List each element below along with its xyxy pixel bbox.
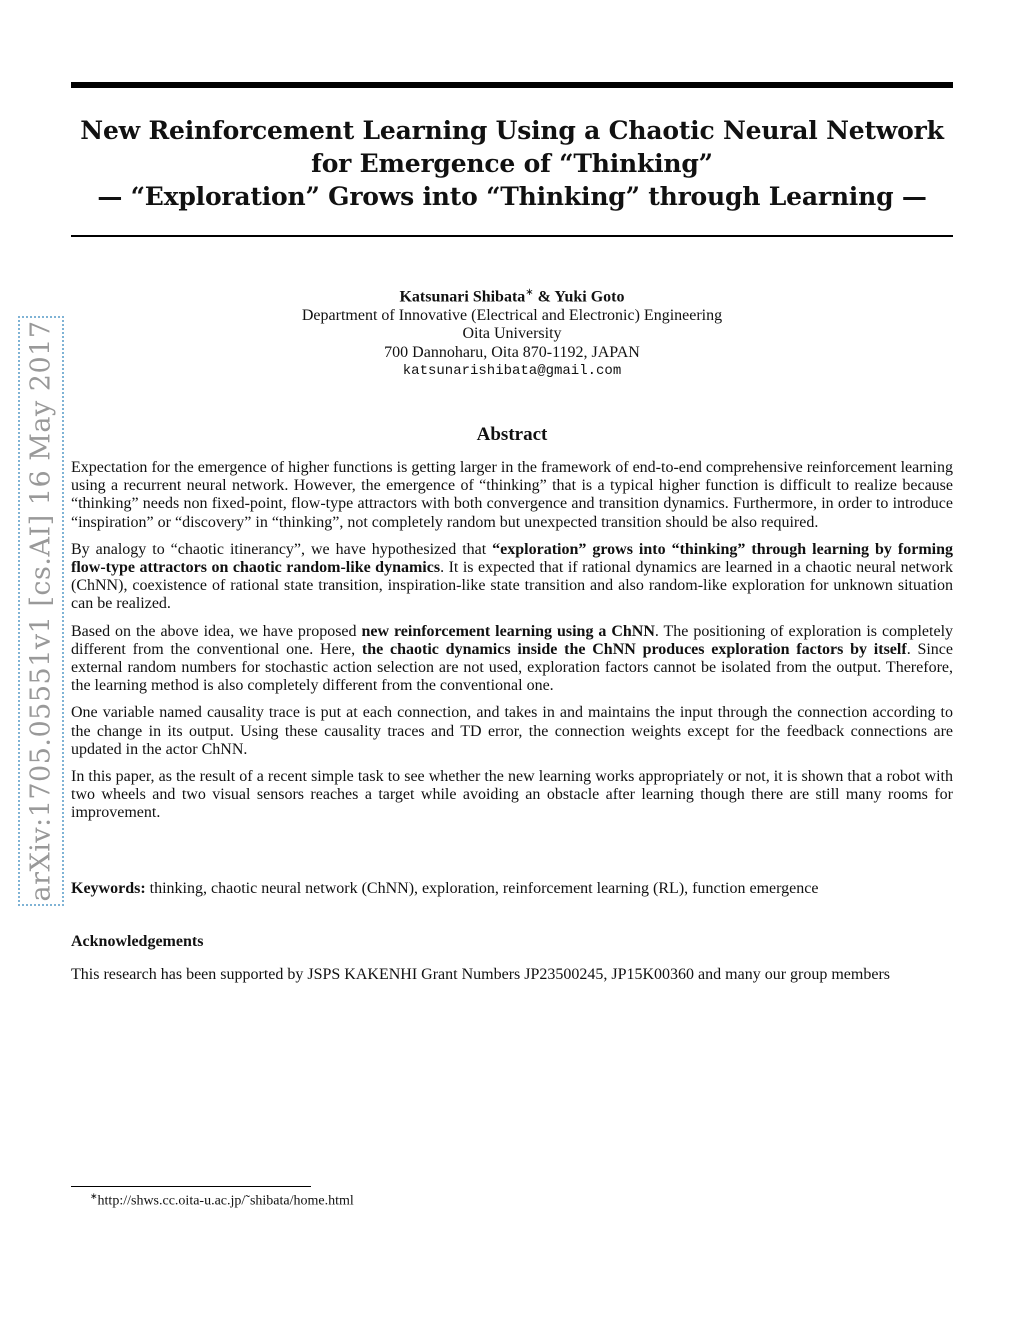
abstract-paragraph-3 [71,623,953,696]
title-line-1: New Reinforcement Learning Using a Chaotic Neural Network [80,116,944,145]
acknowledgements-heading: Acknowledgements [71,933,204,950]
arxiv-stamp [18,316,64,906]
abstract-p3-emphasis-2: the chaotic dynamics inside the ChNN produces exploration factors by itself [361,640,907,658]
abstract-p2-text-a: By analogy to “chaotic itinerancy”, we have hypothesized that [71,540,493,558]
abstract-p3-emphasis-1: new reinforcement learning using a ChNN [361,622,655,640]
footnote-rule [71,1186,311,1187]
keywords-label: Keywords: [71,880,146,897]
top-rule [71,82,953,88]
author-email: katsunarishibata@gmail.com [402,363,622,380]
arxiv-stamp-text: arXiv:1705.05551v1 [cs.AI] 16 May 2017 [25,320,57,902]
author-block [71,284,953,381]
abstract-paragraph-5: In this paper, as the result of a recent simple task to see whether the new learning works appropriately or not, it is shown that a robot with two wheels and two visual sensors reaches a target while avoiding an obstacle after learning though there are still many rooms for improvement. [71,768,953,822]
author-university: Oita University [462,325,562,343]
title-bottom-rule [71,235,953,237]
abstract-p2-emphasis: “exploration” grows into “thinking” through learning by forming flow-type attractors on chaotic random-like dynamics [71,540,954,577]
title-line-3: — “Exploration” Grows into “Thinking” through Learning — [97,182,927,211]
abstract-p2-text-c: . It is expected that if rational dynamics are learned in a chaotic neural network (ChNN), coexistence of rational state transition, inspiration-like state transition and also random-like exploration for unknown situation can be realized. [71,559,953,613]
abstract-heading: Abstract [476,424,548,445]
abstract-p3-text-c: . The positioning of exploration is completely different from the conventional one. Here, [71,622,954,658]
title-line-2: for Emergence of “Thinking” [311,149,713,178]
footnote-url: http://shws.cc.oita-u.ac.jp/˜shibata/home.html [97,1193,354,1209]
abstract-paragraph-1: Expectation for the emergence of higher functions is getting larger in the framework of end-to-end comprehensive reinforcement learning using a recurrent neural network. However, the emergence of “thinking” that is a typical higher function is difficult to realize because “thinking” needs non fixed-point, flow-type attractors with both convergence and transition dynamics. Furthermore, in order to introduce “inspiration” or “discovery” in “thinking”, not completely random but unexpected transition should be also required. [71,459,953,531]
abstract-paragraph-4: One variable named causality trace is put at each connection, and takes in and maintains the input through the connection according to the change in its output. Using these causality traces and TD error, the connection weights except for the feedback connections are updated in the actor ChNN. [71,704,953,758]
abstract-paragraph-2 [71,541,953,614]
author-address: 700 Dannoharu, Oita 870-1192, JAPAN [384,343,640,361]
author-department: Department of Innovative (Electrical and Electronic) Engineering [301,306,723,324]
acknowledgements-text: This research has been supported by JSPS KAKENHI Grant Numbers JP23500245, JP15K00360 and many our group members [71,966,891,983]
abstract-p3-text-a: Based on the above idea, we have proposed [71,622,362,640]
author-second: & Yuki Goto [537,288,625,306]
footnote-mark: ∗ [90,1191,98,1201]
abstract-body [71,459,953,832]
author-footnote-mark: ∗ [525,287,534,298]
paper-title [71,114,953,213]
author-names [71,284,953,307]
keywords-line [71,880,953,898]
keywords-text: thinking, chaotic neural network (ChNN), exploration, reinforcement learning (RL), function emergence [149,880,819,897]
abstract-p3-text-e: . Since external random numbers for stochastic action selection are not used, exploration factors cannot be isolated from the output. Therefore, the learning method is also completely different from the conventional one. [71,640,954,695]
author-first: Katsunari Shibata [399,288,526,306]
footnote [90,1191,354,1210]
